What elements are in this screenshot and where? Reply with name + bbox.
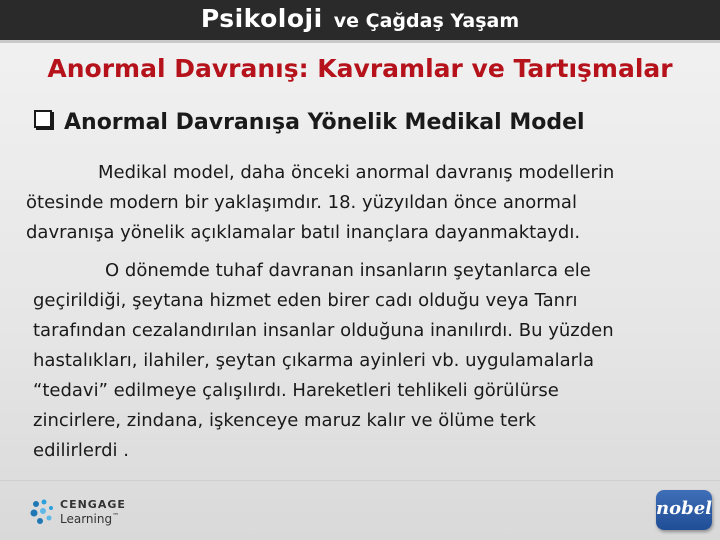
paragraph-1-line: ötesinde modern bir yaklaşımdır. 18. yüzyıldan önce anormal xyxy=(26,192,577,213)
paragraph-2-line: geçirildiği, şeytana hizmet eden birer cadı olduğu veya Tanrı xyxy=(33,290,578,311)
paragraph-2-line: hastalıkları, ilahiler, şeytan çıkarma ayinleri vb. uygulamalarla xyxy=(33,350,595,371)
cengage-dots-icon xyxy=(30,498,56,528)
paragraph-2-line: edilirlerdi . xyxy=(33,440,129,461)
paragraph-2-line: zincirlere, zindana, işkenceye maruz kalır ve ölüme terk xyxy=(33,410,536,431)
cengage-sub-text: Learning xyxy=(60,512,113,526)
paragraph-1 xyxy=(26,158,614,248)
header-banner xyxy=(0,0,720,43)
paragraph-2-line: “tedavi” edilmeye çalışılırdı. Hareketleri tehlikeli görülürse xyxy=(33,380,559,401)
footer-divider xyxy=(0,480,720,481)
trademark-mark: ™ xyxy=(112,512,120,520)
paragraph-2-line: tarafından cezalandırılan insanlar olduğuna inanılırdı. Bu yüzden xyxy=(33,320,614,341)
cengage-learning xyxy=(60,512,119,526)
subtitle-text: Anormal Davranışa Yönelik Medikal Model xyxy=(64,110,585,135)
paragraph-2 xyxy=(33,256,614,466)
paragraph-1-line: Medikal model, daha önceki anormal davranış modellerin xyxy=(98,162,615,183)
checkbox-bullet-icon xyxy=(34,110,52,128)
course-title-main: Psikoloji xyxy=(200,4,323,33)
nobel-logo: nobel xyxy=(656,490,712,530)
cengage-name: CENGAGE xyxy=(60,498,126,511)
course-title-rest: ve Çağdaş Yaşam xyxy=(333,10,520,32)
course-title xyxy=(0,4,720,33)
cengage-logo xyxy=(30,498,130,530)
paragraph-1-line: davranışa yönelik açıklamalar batıl inançlara dayanmaktaydı. xyxy=(26,222,581,243)
paragraph-2-line: O dönemde tuhaf davranan insanların şeytanlarca ele xyxy=(105,260,591,281)
slide-subtitle xyxy=(34,110,585,135)
slide-title: Anormal Davranış: Kavramlar ve Tartışmalar xyxy=(47,54,673,83)
